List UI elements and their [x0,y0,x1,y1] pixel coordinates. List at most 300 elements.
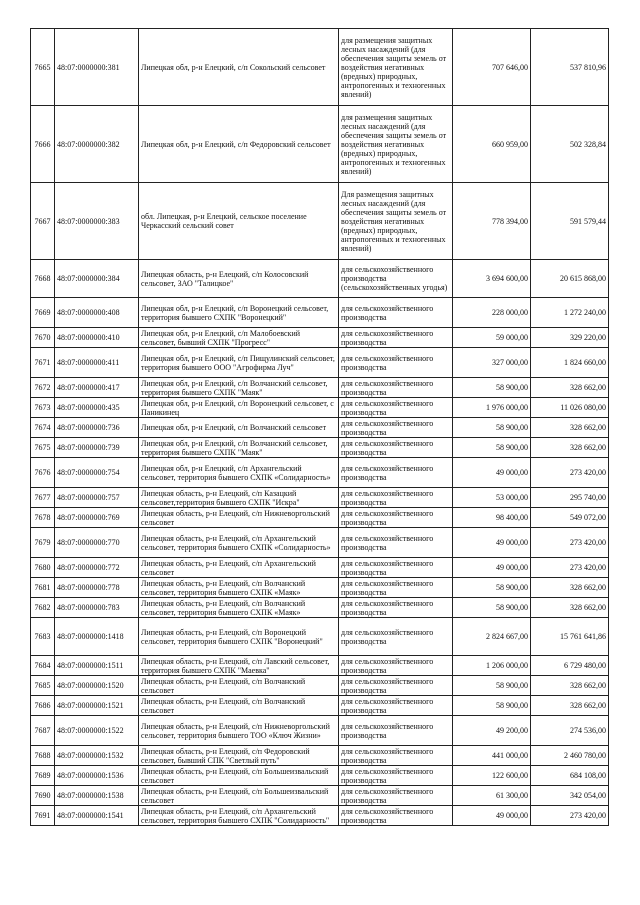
permitted-use [339,528,453,558]
area-value [453,348,531,378]
area-value-text: 98 400,00 [496,513,528,522]
permitted-use-text: для сельскохозяйственного производства (сельскохозяйственных угодья) [341,265,448,292]
permitted-use-text: для сельскохозяйственного производства [341,303,434,322]
address [139,598,339,618]
cadastral-number [55,656,139,676]
area-value [453,676,531,696]
permitted-use-text: для сельскохозяйственного производства [341,558,434,577]
table-row [31,260,609,298]
cadastral-number [55,348,139,378]
row-number [31,786,55,806]
cadastral-number [55,806,139,826]
address-text: Липецкая область, р-н Елецкий, с/п Волчанский сельсовет, территория бывшего СХПК «Маяк» [141,598,306,617]
row-number [31,656,55,676]
area-value [453,378,531,398]
permitted-use-text: для размещения защитных лесных насаждений (для обеспечения защиты земель от воздействия негативных (вредных) природных, антропогенных и техногенных явлений) [341,112,447,176]
row-number [31,260,55,298]
permitted-use [339,348,453,378]
area-value [453,183,531,260]
row-number-text: 7665 [34,62,51,72]
row-number-text: 7688 [34,751,51,760]
table-row [31,806,609,826]
cadastral-value [531,676,609,696]
address-text: Липецкая обл, р-н Елецкий, с/п Волчанский сельсовет [141,423,327,432]
cadastral-number-text: 48:07:0000000:411 [57,358,120,367]
cadastral-number-text: 48:07:0000000:772 [57,563,120,572]
cadastral-value [531,398,609,418]
cadastral-number-text: 48:07:0000000:408 [57,308,120,317]
permitted-use [339,558,453,578]
permitted-use [339,716,453,746]
cadastral-number-text: 48:07:0000000:384 [57,274,120,283]
address [139,328,339,348]
row-number [31,183,55,260]
cadastral-number-text: 48:07:0000000:739 [57,443,120,452]
row-number [31,488,55,508]
cadastral-number [55,298,139,328]
cadastral-number [55,528,139,558]
address-text: Липецкая область, р-н Елецкий, с/п Архангельский сельсовет, территория бывшего СХПК «Солидарность» [141,533,331,552]
row-number-text: 7682 [34,603,51,612]
cadastral-value [531,29,609,106]
cadastral-number-text: 48:07:0000000:783 [57,603,120,612]
area-value-text: 707 646,00 [492,62,528,72]
cadastral-number-text: 48:07:0000000:382 [57,139,120,149]
permitted-use [339,458,453,488]
address [139,418,339,438]
permitted-use-text: для сельскохозяйственного производства [341,463,434,482]
area-value-text: 49 000,00 [496,811,528,820]
permitted-use [339,378,453,398]
permitted-use-text: для сельскохозяйственного производства [341,533,434,552]
permitted-use-text: для сельскохозяйственного производства [341,786,434,805]
address-text: Липецкая область, р-н Елецкий, с/п Архангельский сельсовет, территория бывшего СХПК "Солидарность" [141,806,330,825]
cadastral-value [531,656,609,676]
cadastral-value-text: 273 420,00 [570,468,606,477]
cadastral-number-text: 48:07:0000000:1520 [57,681,124,690]
address-text: Липецкая обл, р-н Елецкий, с/п Воронецкий сельсовет, территория бывшего СХПК "Воронецкий" [141,303,329,322]
cadastral-number-text: 48:07:0000000:1511 [57,661,124,670]
area-value-text: 3 694 600,00 [486,274,528,283]
cadastral-value [531,260,609,298]
table-row [31,766,609,786]
cadastral-value-text: 274 536,00 [570,726,606,735]
row-number-text: 7674 [34,423,51,432]
address-text: Липецкая область, р-н Елецкий, с/п Большеизвальский сельсовет [141,766,329,785]
cadastral-value-text: 273 420,00 [570,563,606,572]
address [139,29,339,106]
permitted-use-text: для сельскохозяйственного производства [341,627,434,646]
cadastral-value-text: 502 328,84 [570,139,606,149]
address [139,656,339,676]
row-number [31,716,55,746]
table-row [31,298,609,328]
permitted-use [339,696,453,716]
table-row [31,29,609,106]
cadastral-value [531,766,609,786]
permitted-use-text: для сельскохозяйственного производства [341,696,434,715]
cadastral-number [55,618,139,656]
row-number [31,328,55,348]
row-number [31,558,55,578]
permitted-use [339,508,453,528]
address [139,766,339,786]
row-number [31,618,55,656]
address-text: Липецкая область, р-н Елецкий, с/п Архангельский сельсовет [141,558,316,577]
cadastral-value [531,558,609,578]
permitted-use [339,260,453,298]
permitted-use-text: для сельскохозяйственного производства [341,328,434,347]
cadastral-number-text: 48:07:0000000:410 [57,333,120,342]
cadastral-number-text: 48:07:0000000:1538 [57,791,124,800]
cadastral-value-text: 15 761 641,86 [560,632,606,641]
cadastral-value [531,696,609,716]
address-text: Липецкая область, р-н Елецкий, с/п Воронецкий сельсовет, территория бывшего СХПК "Воронецкий" [141,627,323,646]
permitted-use [339,676,453,696]
cadastral-number-text: 48:07:0000000:383 [57,216,120,226]
cadastral-number-text: 48:07:0000000:1521 [57,701,124,710]
address-text: Липецкая область, р-н Елецкий, с/п Нижневоргольский сельсовет, территория бывшего ТОО «Ключ Жизни» [141,721,330,740]
address [139,458,339,488]
area-value [453,656,531,676]
cadastral-value-text: 328 662,00 [570,423,606,432]
area-value [453,29,531,106]
row-number-text: 7691 [34,811,51,820]
table-row [31,656,609,676]
area-value-text: 1 976 000,00 [486,403,528,412]
row-number-text: 7681 [34,583,51,592]
cadastral-value [531,298,609,328]
row-number-text: 7687 [34,726,51,735]
cadastral-number [55,398,139,418]
row-number [31,378,55,398]
table-row [31,618,609,656]
table-row [31,328,609,348]
permitted-use [339,488,453,508]
table-row [31,106,609,183]
permitted-use-text: для сельскохозяйственного производства [341,656,434,675]
area-value-text: 49 000,00 [496,538,528,547]
area-value [453,260,531,298]
cadastral-value-text: 11 026 080,00 [560,403,606,412]
permitted-use [339,766,453,786]
address-text: Липецкая область, р-н Елецкий, с/п Нижневоргольский сельсовет [141,508,330,527]
address [139,508,339,528]
area-value [453,558,531,578]
area-value [453,766,531,786]
cadastral-value [531,806,609,826]
row-number [31,418,55,438]
permitted-use-text: для сельскохозяйственного производства [341,766,434,785]
address [139,298,339,328]
cadastral-value-text: 295 740,00 [570,493,606,502]
table-row [31,578,609,598]
permitted-use-text: для сельскохозяйственного производства [341,578,434,597]
row-number-text: 7675 [34,443,51,452]
cadastral-value-text: 328 662,00 [570,603,606,612]
area-value [453,716,531,746]
area-value-text: 58 900,00 [496,701,528,710]
address [139,696,339,716]
address-text: Липецкая обл, р-н Елецкий, с/п Архангельский сельсовет, территория бывшего СХПК «Солидарность» [141,463,331,482]
cadastral-number [55,746,139,766]
address [139,578,339,598]
cadastral-value-text: 549 072,00 [570,513,606,522]
row-number-text: 7671 [34,358,51,367]
address [139,398,339,418]
address [139,806,339,826]
cadastral-value-text: 1 824 660,00 [564,358,606,367]
cadastral-value [531,328,609,348]
address-text: Липецкая обл, р-н Елецкий, с/п Воронецкий сельсовет, с Паникинец [141,398,334,417]
cadastral-number [55,598,139,618]
permitted-use [339,438,453,458]
table-row [31,438,609,458]
address [139,438,339,458]
area-value [453,458,531,488]
row-number [31,298,55,328]
cadastral-value-text: 591 579,44 [570,216,606,226]
area-value-text: 49 000,00 [496,468,528,477]
area-value-text: 59 000,00 [496,333,528,342]
area-value [453,298,531,328]
land-registry-table [30,28,609,826]
address-text: Липецкая обл, р-н Елецкий, с/п Малобоевский сельсовет, бывший СХПК "Прогресс" [141,328,301,347]
table-row [31,378,609,398]
address-text: Липецкая область, р-н Елецкий, с/п Колосовский сельсовет, ЗАО "Талицкое" [141,269,309,288]
cadastral-number-text: 48:07:0000000:736 [57,423,120,432]
row-number-text: 7683 [34,632,51,641]
row-number-text: 7666 [34,139,51,149]
permitted-use-text: для размещения защитных лесных насаждений (для обеспечения защиты земель от воздействия негативных (вредных) природных, антропогенных и техногенных явлений) [341,35,447,99]
address-text: Липецкая область, р-н Елецкий, с/п Казацкий сельсовет,территория бывшего СХПК "Искра" [141,488,300,507]
cadastral-value [531,508,609,528]
address-text: Липецкая область, р-н Елецкий, с/п Волчанский сельсовет [141,696,306,715]
permitted-use [339,598,453,618]
address [139,348,339,378]
area-value-text: 441 000,00 [492,751,528,760]
table-row [31,598,609,618]
cadastral-number [55,29,139,106]
address [139,488,339,508]
table-row [31,716,609,746]
row-number-text: 7673 [34,403,51,412]
row-number [31,438,55,458]
address-text: Липецкая область, р-н Елецкий, с/п Волчанский сельсовет [141,676,306,695]
row-number-text: 7667 [34,216,51,226]
area-value-text: 49 200,00 [496,726,528,735]
cadastral-number [55,378,139,398]
row-number-text: 7670 [34,333,51,342]
permitted-use [339,806,453,826]
table-row [31,676,609,696]
address [139,786,339,806]
table-row [31,508,609,528]
row-number-text: 7684 [34,661,51,670]
table-row [31,558,609,578]
address [139,378,339,398]
cadastral-number [55,786,139,806]
area-value [453,528,531,558]
cadastral-number-text: 48:07:0000000:770 [57,538,120,547]
row-number [31,458,55,488]
area-value-text: 327 000,00 [492,358,528,367]
cadastral-number [55,558,139,578]
address-text: Липецкая обл, р-н Елецкий, с/п Пищулинский сельсовет, территория бывшего ООО "Агрофирма Луч" [141,353,335,372]
row-number [31,806,55,826]
permitted-use [339,298,453,328]
permitted-use-text: для сельскохозяйственного производства [341,746,434,765]
cadastral-number-text: 48:07:0000000:1541 [57,811,124,820]
area-value-text: 58 900,00 [496,583,528,592]
cadastral-value-text: 537 810,96 [570,62,606,72]
area-value-text: 228 000,00 [492,308,528,317]
area-value-text: 660 959,00 [492,139,528,149]
cadastral-value-text: 273 420,00 [570,538,606,547]
cadastral-value [531,438,609,458]
cadastral-value [531,716,609,746]
permitted-use [339,578,453,598]
cadastral-value [531,786,609,806]
address-text: Липецкая область, р-н Елецкий, с/п Федоровский сельсовет, бывший СПК "Светлый путь" [141,746,310,765]
area-value [453,106,531,183]
cadastral-value-text: 328 662,00 [570,681,606,690]
cadastral-number [55,260,139,298]
row-number-text: 7680 [34,563,51,572]
area-value [453,328,531,348]
permitted-use-text: для сельскохозяйственного производства [341,378,434,397]
area-value-text: 58 900,00 [496,603,528,612]
table-row [31,348,609,378]
row-number [31,746,55,766]
cadastral-value [531,746,609,766]
area-value [453,488,531,508]
area-value [453,598,531,618]
cadastral-number-text: 48:07:0000000:417 [57,383,120,392]
area-value [453,438,531,458]
address-text: Липецкая область, р-н Елецкий, с/п Волчанский сельсовет, территория бывшего СХПК «Маяк» [141,578,306,597]
cadastral-value-text: 684 108,00 [570,771,606,780]
permitted-use-text: для сельскохозяйственного производства [341,418,434,437]
address [139,528,339,558]
cadastral-value-text: 328 662,00 [570,383,606,392]
permitted-use-text: для сельскохозяйственного производства [341,438,434,457]
row-number-text: 7678 [34,513,51,522]
table-row [31,488,609,508]
row-number [31,398,55,418]
cadastral-value-text: 342 054,00 [570,791,606,800]
permitted-use-text: для сельскохозяйственного производства [341,676,434,695]
permitted-use-text: Для размещения защитных лесных насаждений (для обеспечения защиты земель от воздействия негативных (вредных) природных, антропогенных и техногенных явлений) [341,189,447,253]
permitted-use [339,618,453,656]
permitted-use [339,656,453,676]
area-value-text: 49 000,00 [496,563,528,572]
row-number-text: 7677 [34,493,51,502]
area-value [453,786,531,806]
cadastral-number [55,488,139,508]
cadastral-number-text: 48:07:0000000:778 [57,583,120,592]
cadastral-value [531,598,609,618]
cadastral-number-text: 48:07:0000000:435 [57,403,120,412]
row-number [31,578,55,598]
area-value-text: 61 300,00 [496,791,528,800]
cadastral-number [55,106,139,183]
cadastral-value [531,348,609,378]
row-number [31,598,55,618]
address-text: Липецкая обл, р-н Елецкий, с/п Волчанский сельсовет, территория бывшего СХПК "Маяк" [141,378,328,397]
cadastral-number-text: 48:07:0000000:1536 [57,771,124,780]
address [139,558,339,578]
cadastral-value-text: 328 662,00 [570,701,606,710]
cadastral-number [55,508,139,528]
cadastral-value-text: 329 220,00 [570,333,606,342]
cadastral-value-text: 1 272 240,00 [564,308,606,317]
area-value [453,508,531,528]
cadastral-value-text: 6 729 480,00 [564,661,606,670]
area-value-text: 778 394,00 [492,216,528,226]
area-value-text: 58 900,00 [496,383,528,392]
cadastral-number [55,696,139,716]
area-value [453,578,531,598]
cadastral-number-text: 48:07:0000000:1418 [57,632,124,641]
row-number-text: 7672 [34,383,51,392]
cadastral-value [531,528,609,558]
cadastral-value [531,578,609,598]
table-row [31,398,609,418]
cadastral-value [531,618,609,656]
row-number-text: 7689 [34,771,51,780]
table-row [31,696,609,716]
table-row [31,528,609,558]
row-number [31,696,55,716]
area-value-text: 2 824 667,00 [486,632,528,641]
row-number [31,766,55,786]
table-row [31,786,609,806]
permitted-use-text: для сельскохозяйственного производства [341,353,434,372]
area-value [453,746,531,766]
row-number [31,528,55,558]
address-text: Липецкая обл, р-н Елецкий, с/п Сокольский сельсовет [141,62,326,72]
permitted-use [339,106,453,183]
permitted-use-text: для сельскохозяйственного производства [341,721,434,740]
row-number-text: 7669 [34,308,51,317]
cadastral-value-text: 20 615 868,00 [560,274,606,283]
permitted-use [339,328,453,348]
address [139,183,339,260]
table-row [31,418,609,438]
permitted-use [339,786,453,806]
cadastral-value-text: 2 460 780,00 [564,751,606,760]
area-value-text: 53 000,00 [496,493,528,502]
cadastral-number-text: 48:07:0000000:381 [57,62,120,72]
permitted-use [339,183,453,260]
area-value-text: 122 600,00 [492,771,528,780]
row-number-text: 7685 [34,681,51,690]
cadastral-number [55,676,139,696]
area-value [453,696,531,716]
cadastral-value-text: 273 420,00 [570,811,606,820]
permitted-use-text: для сельскохозяйственного производства [341,508,434,527]
address [139,746,339,766]
cadastral-number [55,183,139,260]
address-text: Липецкая область, р-н Елецкий, с/п Лавский сельсовет, территория бывшего СХПК "Маевка" [141,656,330,675]
cadastral-value [531,378,609,398]
permitted-use [339,418,453,438]
area-value-text: 58 900,00 [496,443,528,452]
cadastral-number-text: 48:07:0000000:754 [57,468,120,477]
permitted-use-text: для сельскохозяйственного производства [341,398,434,417]
cadastral-number [55,328,139,348]
